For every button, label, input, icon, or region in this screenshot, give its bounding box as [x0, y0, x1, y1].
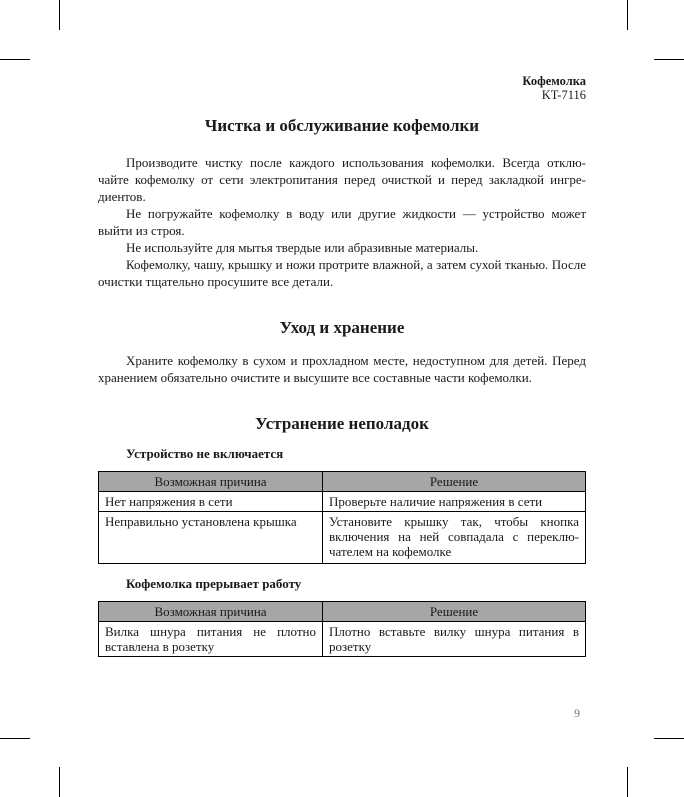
crop-mark [654, 738, 684, 739]
cause-cell: Вилка шнура питания не плотно вставлена в розетку [99, 622, 323, 657]
column-header-solution: Решение [323, 472, 586, 492]
cause-cell: Неправильно установлена крышка [99, 512, 323, 564]
crop-mark [59, 767, 60, 797]
header-model: KT-7116 [541, 88, 586, 102]
solution-cell: Проверьте наличие напряжения в сети [323, 492, 586, 512]
column-header-cause: Возможная причина [99, 472, 323, 492]
care-title: Уход и хранение [279, 318, 405, 337]
column-header-cause: Возможная причина [99, 602, 323, 622]
solution-cell: Плотно вставьте вилку шнура питания в розетку [323, 622, 586, 657]
cleaning-title: Чистка и обслуживание кофемолки [204, 116, 480, 135]
table-header-row [99, 602, 586, 622]
crop-mark [59, 0, 60, 30]
troubleshooting-table [98, 601, 586, 657]
troubleshooting-title: Устранение неполадок [255, 414, 429, 433]
crop-mark [0, 59, 30, 60]
column-header-solution: Решение [323, 602, 586, 622]
cleaning-paragraph: Производите чистку после каждого использования кофемолки. Всегда отклю-чайте кофемолку от сети электропитания перед очисткой и перед закладкой ингре-диентов. [98, 155, 586, 204]
cleaning-paragraph: Кофемолку, чашу, крышку и ножи протрите влажной, а затем сухой тканью. После очистки тщательно просушите все детали. [98, 257, 586, 289]
table-row [99, 622, 586, 657]
table-subtitle: Кофемолка прерывает работу [126, 576, 302, 591]
troubleshooting-table [98, 471, 586, 564]
page-number: 9 [574, 706, 580, 720]
table-row [99, 512, 586, 564]
solution-cell: Установите крышку так, чтобы кнопка включения на ней совпадала с переклю-чателем на кофемолке [323, 512, 586, 564]
header-product: Кофемолка [522, 74, 586, 88]
crop-mark [627, 0, 628, 30]
page-content [98, 116, 586, 657]
crop-mark [654, 59, 684, 60]
care-paragraph: Храните кофемолку в сухом и прохладном месте, недоступном для детей. Перед хранением обязательно очистите и высушите все составные части кофемолки. [98, 353, 586, 385]
cause-cell: Нет напряжения в сети [99, 492, 323, 512]
crop-mark [0, 738, 30, 739]
cleaning-paragraph: Не используйте для мытья твердые или абразивные материалы. [126, 240, 479, 255]
table-subtitle: Устройство не включается [126, 446, 284, 461]
running-header [522, 74, 586, 102]
crop-mark [627, 767, 628, 797]
cleaning-paragraph: Не погружайте кофемолку в воду или другие жидкости — устройство может выйти из строя. [98, 206, 586, 238]
table-row [99, 492, 586, 512]
table-header-row [99, 472, 586, 492]
